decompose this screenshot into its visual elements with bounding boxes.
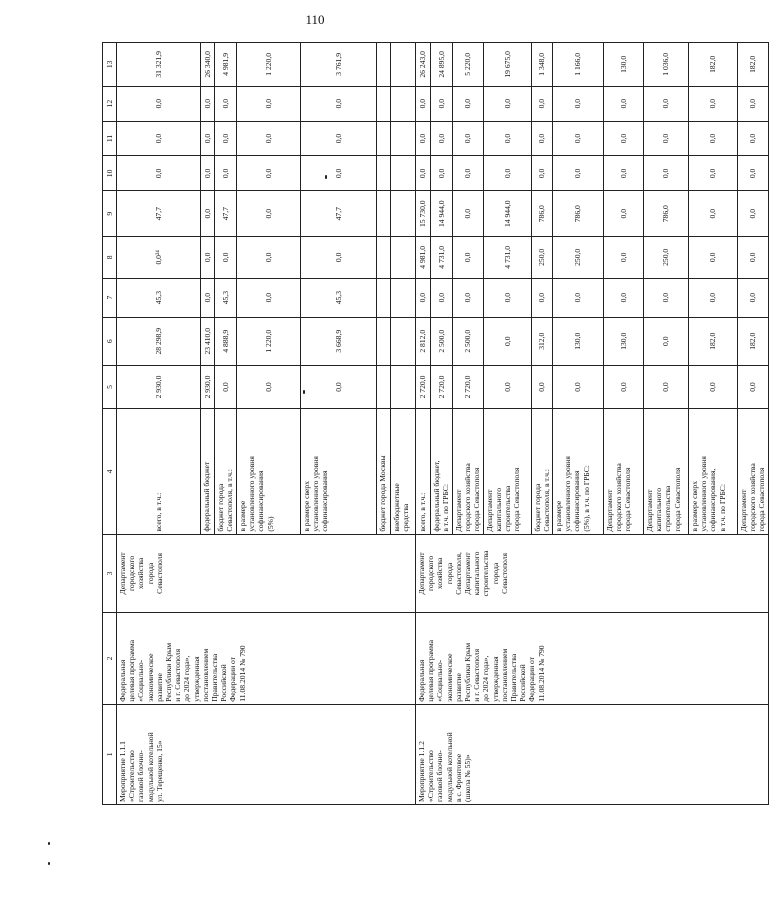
amount-cell: 182,0 [689,43,738,87]
amount-cell: 0,0 [738,278,769,317]
amount-cell: 130,0 [604,43,644,87]
column-number-header: 13 [103,43,117,87]
amount-cell: 250,0 [531,237,552,278]
amount-cell: 0,0 [531,365,552,409]
amount-cell: 0,0 [237,86,301,121]
column-number-header: 11 [103,121,117,156]
amount-cell: 0,0 [117,86,201,121]
amount-cell: 250,0 [644,237,689,278]
amount-cell [377,317,391,365]
amount-cell [377,278,391,317]
amount-cell: 0,0 [553,121,604,156]
amount-cell: 0,0 [689,365,738,409]
amount-cell: 0,0 [738,156,769,191]
amount-cell: 0,0 [553,365,604,409]
amount-cell: 0,0 [301,121,377,156]
amount-cell: 0,0 [201,121,215,156]
amount-cell: 2 812,0 [416,317,431,365]
amount-cell: 0,0 [237,156,301,191]
amount-cell [377,191,391,237]
amount-cell: 19 675,0 [483,43,531,87]
amount-cell: 47,7 [215,191,237,237]
amount-cell [377,86,391,121]
amount-cell: 0,0 [689,237,738,278]
funding-source-label: в размере сверх установленного уровня софинансирования [301,409,377,534]
executor-cell: Департамент городского хозяйства города Севастополя [117,534,416,612]
amount-cell: 0,0 [483,365,531,409]
amount-cell [377,43,391,87]
amount-cell: 0,0 [201,237,215,278]
amount-cell: 0,0 [201,86,215,121]
amount-cell: 786,0 [644,191,689,237]
funding-source-label: Департамент капитального строительства города Севастополя [644,409,689,534]
amount-cell: 0,0 [604,86,644,121]
amount-cell: 0,0 [201,191,215,237]
amount-cell: 3 761,9 [301,43,377,87]
amount-cell [391,237,416,278]
amount-cell: 2 930,0 [201,365,215,409]
amount-cell: 0,0 [644,86,689,121]
amount-cell: 4 981,9 [215,43,237,87]
amount-cell: 0,0 [215,156,237,191]
amount-cell: 0,0 [604,365,644,409]
funding-source-label: всего, в т.ч.: [117,409,201,534]
amount-cell: 0,0 [483,121,531,156]
column-number-header: 9 [103,191,117,237]
scan-speck [48,862,50,865]
amount-cell: 0,0 [215,365,237,409]
amount-cell: 0,0 [237,191,301,237]
rotated-table-wrapper [102,42,767,805]
amount-cell: 0,0 [689,191,738,237]
funding-source-label: в размере установленного уровня софинансирования (5%) [237,409,301,534]
amount-cell: 0,0 [531,156,552,191]
funding-source-label: в размере сверх установленного уровня софинансирования, в т.ч. по ГРБС: [689,409,738,534]
amount-cell: 0,0 [483,156,531,191]
amount-cell: 0,0 [453,237,484,278]
amount-cell: 0,0 [483,86,531,121]
page-number: 110 [305,12,325,27]
amount-cell: 4 731,0 [431,237,453,278]
amount-cell: 0,0 [604,191,644,237]
funding-source-label: Департамент городского хозяйства города Севастополя [453,409,484,534]
amount-cell [391,121,416,156]
amount-cell: 26 340,0 [201,43,215,87]
scan-speck [48,842,50,845]
amount-cell: 31 321,9 [117,43,201,87]
funding-source-label: бюджет города Севастополя, в т.ч.: [215,409,237,534]
amount-cell: 182,0 [689,317,738,365]
amount-cell: 23 410,0 [201,317,215,365]
amount-cell: 2 720,0 [416,365,431,409]
amount-cell: 0,0 [416,156,431,191]
amount-cell: 0,0 [215,237,237,278]
amount-cell: 2 930,0 [117,365,201,409]
amount-cell: 0,0 [431,156,453,191]
program-cell: Федеральная целевая программа «Социально- экономическое развитие Республики Крым и г. Севастополя до 2024 года», утвержденная постановлением Правительства Российской Федерации от 11.08.2014 № 790 [416,613,769,705]
column-number-header: 12 [103,86,117,121]
amount-cell: 0,0²⁴ [117,237,201,278]
table-body [103,43,769,805]
column-number-header: 5 [103,365,117,409]
amount-cell: 47,7 [117,191,201,237]
amount-cell: 0,0 [644,121,689,156]
funding-source-label: федеральный бюджет [201,409,215,534]
column-number-header: 6 [103,317,117,365]
amount-cell: 0,0 [738,121,769,156]
amount-cell: 0,0 [689,156,738,191]
amount-cell: 14 944,0 [483,191,531,237]
amount-cell [391,278,416,317]
amount-cell: 4 981,0 [416,237,431,278]
funding-source-label: всего, в т.ч.: [416,409,431,534]
amount-cell: 14 944,0 [431,191,453,237]
amount-cell: 0,0 [689,121,738,156]
amount-cell: 0,0 [301,86,377,121]
measure-cell: Мероприятие 1.1.1 «Строительство газовой блочно- модульной котельной ул. Терещенко, 15» [117,704,416,804]
amount-cell: 0,0 [689,86,738,121]
funding-source-label: федеральный бюджет, в т.ч. по ГРБС: [431,409,453,534]
budget-table [102,42,769,805]
amount-cell: 0,0 [301,365,377,409]
amount-cell: 28 298,9 [117,317,201,365]
amount-cell [391,365,416,409]
program-cell: Федеральная целевая программа «Социально- экономическое развитие Республики Крым и г. Севастополя до 2024 года», утвержденная постановлением Правительства Российской Федерации от 11.08.2014 № 790 [117,613,416,705]
amount-cell: 3 668,9 [301,317,377,365]
amount-cell: 0,0 [531,278,552,317]
amount-cell: 0,0 [644,365,689,409]
executor-cell: Департамент городского хозяйства города Севастополя, Департамент капитального строительства города Севастополя [416,534,769,612]
amount-cell: 45,3 [215,278,237,317]
funding-source-label: бюджет города Москвы [377,409,391,534]
column-number-header: 7 [103,278,117,317]
funding-source-label: бюджет города Севастополя, в т.ч.: [531,409,552,534]
amount-cell: 24 895,0 [431,43,453,87]
amount-cell: 0,0 [215,86,237,121]
amount-cell: 26 243,0 [416,43,431,87]
amount-cell: 0,0 [117,121,201,156]
funding-source-label: Департамент городского хозяйства города Севастополя [604,409,644,534]
amount-cell: 15 730,0 [416,191,431,237]
amount-cell: 312,0 [531,317,552,365]
amount-cell: 4 731,0 [483,237,531,278]
amount-cell: 0,0 [483,317,531,365]
amount-cell: 0,0 [604,121,644,156]
amount-cell [391,86,416,121]
amount-cell: 0,0 [604,278,644,317]
amount-cell: 45,3 [117,278,201,317]
amount-cell: 2 500,0 [453,317,484,365]
amount-cell: 2 720,0 [453,365,484,409]
amount-cell: 0,0 [483,278,531,317]
funding-source-label: Департамент городского хозяйства города Севастополя [738,409,769,534]
amount-cell: 0,0 [738,237,769,278]
amount-cell: 0,0 [201,278,215,317]
amount-cell [377,156,391,191]
table-row [117,43,201,805]
amount-cell [377,121,391,156]
amount-cell: 0,0 [553,86,604,121]
amount-cell: 0,0 [453,191,484,237]
column-number-header: 4 [103,409,117,534]
amount-cell: 0,0 [531,86,552,121]
amount-cell: 4 888,9 [215,317,237,365]
amount-cell: 0,0 [604,156,644,191]
amount-cell: 182,0 [738,43,769,87]
amount-cell: 0,0 [453,121,484,156]
amount-cell [391,317,416,365]
amount-cell: 0,0 [738,191,769,237]
amount-cell: 0,0 [301,156,377,191]
amount-cell: 130,0 [553,317,604,365]
header-row [103,43,117,805]
amount-cell: 1 166,0 [553,43,604,87]
amount-cell: 0,0 [237,121,301,156]
amount-cell: 0,0 [416,86,431,121]
amount-cell: 0,0 [644,156,689,191]
amount-cell [391,191,416,237]
column-number-header: 1 [103,704,117,804]
amount-cell: 0,0 [237,365,301,409]
amount-cell: 0,0 [201,156,215,191]
amount-cell: 0,0 [689,278,738,317]
amount-cell: 5 220,0 [453,43,484,87]
amount-cell: 45,3 [301,278,377,317]
amount-cell: 250,0 [553,237,604,278]
amount-cell [391,43,416,87]
amount-cell: 0,0 [453,156,484,191]
column-number-header: 10 [103,156,117,191]
amount-cell: 0,0 [531,121,552,156]
funding-source-label: внебюджетные средства [391,409,416,534]
amount-cell: 1 036,0 [644,43,689,87]
amount-cell: 0,0 [117,156,201,191]
amount-cell: 2 500,0 [431,317,453,365]
amount-cell: 0,0 [237,278,301,317]
column-number-header: 8 [103,237,117,278]
amount-cell [391,156,416,191]
amount-cell: 0,0 [215,121,237,156]
amount-cell [377,365,391,409]
amount-cell: 786,0 [553,191,604,237]
funding-source-label: Департамент капитального строительства города Севастополя [483,409,531,534]
amount-cell: 0,0 [431,278,453,317]
column-number-header: 2 [103,613,117,705]
amount-cell: 0,0 [738,365,769,409]
amount-cell: 786,0 [531,191,552,237]
amount-cell: 0,0 [453,86,484,121]
amount-cell: 0,0 [431,121,453,156]
amount-cell: 0,0 [738,86,769,121]
amount-cell: 0,0 [301,237,377,278]
amount-cell: 182,0 [738,317,769,365]
column-number-header: 3 [103,534,117,612]
amount-cell: 0,0 [644,317,689,365]
amount-cell: 0,0 [604,237,644,278]
amount-cell: 130,0 [604,317,644,365]
amount-cell: 1 348,0 [531,43,552,87]
amount-cell: 0,0 [416,278,431,317]
amount-cell: 47,7 [301,191,377,237]
amount-cell: 0,0 [453,278,484,317]
amount-cell: 1 220,0 [237,43,301,87]
amount-cell: 0,0 [237,237,301,278]
amount-cell: 0,0 [431,86,453,121]
amount-cell: 0,0 [553,278,604,317]
measure-cell: Мероприятие 1.1.2 «Строительство газовой блочно- модульной котельной в с. Фронтовое (школа № 55)» [416,704,769,804]
amount-cell: 2 720,0 [431,365,453,409]
amount-cell: 0,0 [644,278,689,317]
funding-source-label: в размере установленного уровня софинансирования (5%), в т.ч. по ГРБС: [553,409,604,534]
amount-cell: 1 220,0 [237,317,301,365]
amount-cell [377,237,391,278]
amount-cell: 0,0 [553,156,604,191]
table-row [416,43,431,805]
amount-cell: 0,0 [416,121,431,156]
